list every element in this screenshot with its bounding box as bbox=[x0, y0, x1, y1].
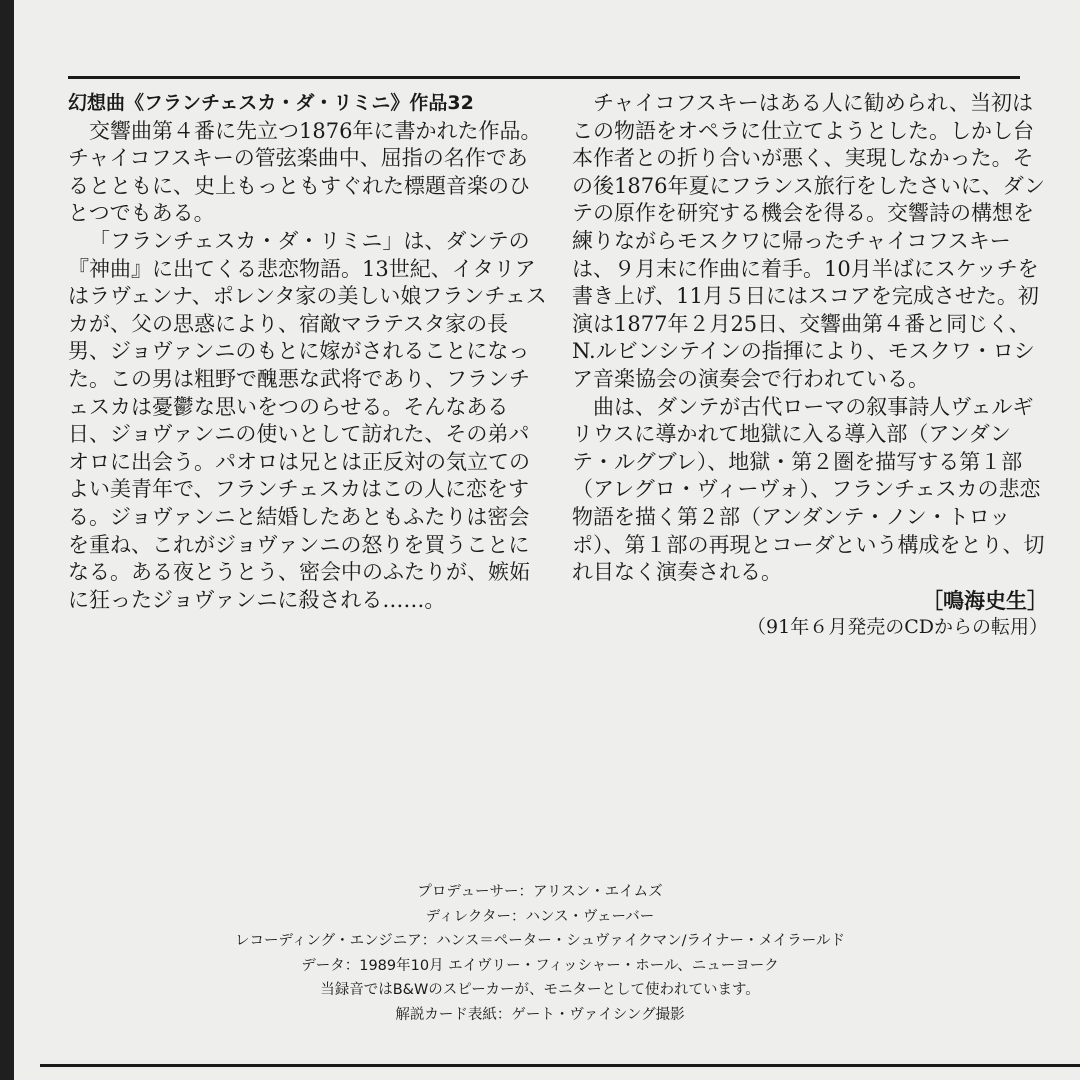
bottom-rule bbox=[40, 1064, 1080, 1067]
credit-recording-data: データ：1989年10月 エイヴリー・フィッシャー・ホール、ニューヨーク bbox=[301, 957, 779, 974]
credit-engineer: レコーディング・エンジニア：ハンス＝ペーター・シュヴァイクマン/ライナー・メイラールド bbox=[235, 933, 845, 949]
credit-speaker-note: 当録音ではB&Wのスピーカーが、モニターとして使われています。 bbox=[320, 982, 760, 998]
source-note: （91年６月発売のCDからの転用） bbox=[747, 616, 1048, 639]
left-column bbox=[68, 90, 548, 614]
work-heading: 幻想曲《フランチェスカ・ダ・リミニ》作品32 bbox=[68, 92, 474, 114]
credit-director: ディレクター：ハンス・ヴェーバー bbox=[425, 908, 655, 925]
left-paragraph-1: 交響曲第４番に先立つ1876年に書かれた作品。チャイコフスキーの管弦楽曲中、屈指の名作であるとともに、史上もっともすぐれた標題音楽のひとつでもある。 bbox=[68, 118, 542, 226]
left-paragraph-2: 「フランチェスカ・ダ・リミニ」は、ダンテの『神曲』に出てくる悲恋物語。13世紀、イタリアはラヴェンナ、ポレンタ家の美しい娘フランチェスカが、父の思惑により、宿敵マラテスタ家の長男、ジョヴァンニのもとに嫁がされることになった。この男は粗野で醜悪な武将であり、フランチェスカは憂鬱な思いをつのらせる。そんなある日、ジョヴァンニの使いとして訪れた、その弟パオロに出会う。パオロは兄とは正反対の気立てのよい美青年で、フランチェスカはこの人に恋をする。ジョヴァンニと結婚したあともふたりは密会を重ね、これがジョヴァンニの怒りを買うことになる。ある夜とうとう、密会中のふたりが、嫉妬に狂ったジョヴァンニに殺される……。 bbox=[68, 228, 547, 612]
author-credit: ［鳴海史生］ bbox=[922, 587, 1048, 613]
right-column bbox=[572, 90, 1048, 642]
recording-credits bbox=[0, 880, 1080, 1027]
credit-producer: プロデューサー：アリスン・エイムズ bbox=[417, 884, 663, 900]
credit-cover-photo: 解説カード表紙：ゲート・ヴァイシング撮影 bbox=[395, 1006, 685, 1023]
top-rule bbox=[68, 76, 1020, 79]
right-paragraph-1: チャイコフスキーはある人に勧められ、当初はこの物語をオペラに仕立てようとした。しかし台本作者との折り合いが悪く、実現しなかった。その後1876年夏にフランス旅行をしたさいに、ダンテの原作を研究する機会を得る。交響詩の構想を練りながらモスクワに帰ったチャイコフスキーは、９月末に作曲に着手。10月半ばにスケッチを書き上げ、11月５日にはスコアを完成させた。初演は1877年２月25日、交響曲第４番と同じく、N.ルビンシテインの指揮により、モスクワ・ロシア音楽協会の演奏会で行われている。 bbox=[572, 91, 1046, 391]
right-paragraph-2: 曲は、ダンテが古代ローマの叙事詩人ヴェルギリウスに導かれて地獄に入る導入部（アンダンテ・ルグブレ）、地獄・第２圏を描写する第１部（アレグロ・ヴィーヴォ）、フランチェスカの悲恋物語を描く第２部（アンダンテ・ノン・トロッポ）、第１部の再現とコーダという構成をとり、切れ目なく演奏される。 bbox=[572, 394, 1045, 585]
